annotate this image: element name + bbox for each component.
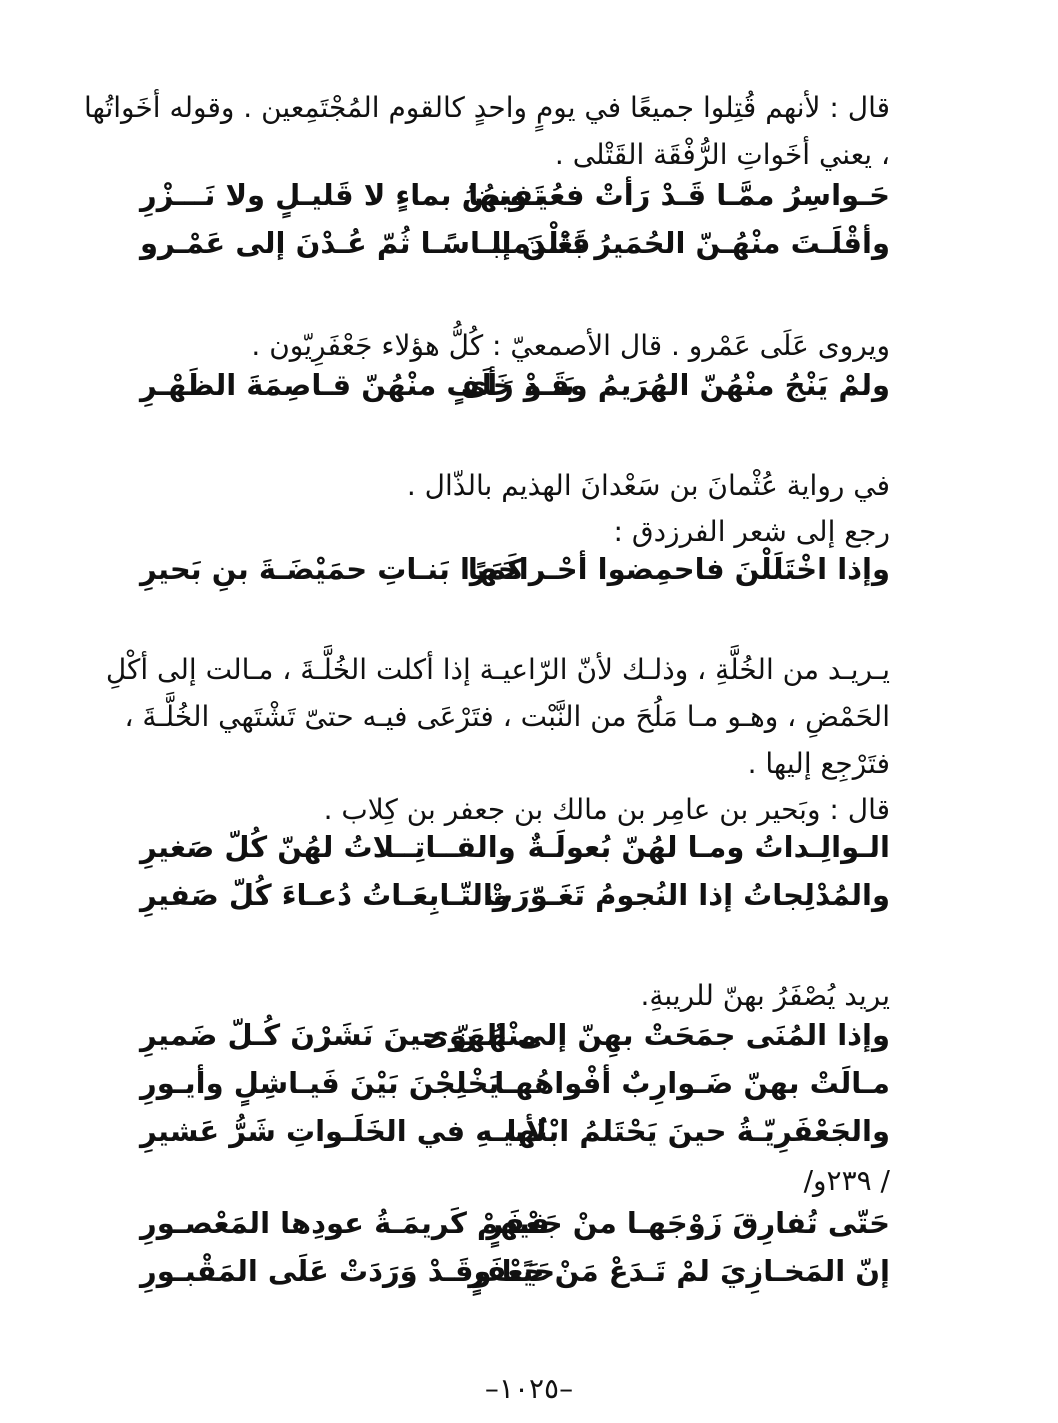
verse-line bbox=[140, 1114, 890, 1162]
prose-paragraph bbox=[145, 786, 890, 833]
manuscript-folio-marker: / ٢٣٩و/ bbox=[803, 1164, 890, 1197]
verse-line bbox=[140, 830, 890, 878]
prose-paragraph bbox=[145, 322, 890, 369]
verse-line bbox=[140, 1066, 890, 1114]
verse-line bbox=[140, 1206, 890, 1254]
verse-second-hemistich: والقــاتِــلاتُ لهُنّ كُلّ صَغيرِ bbox=[140, 830, 516, 864]
verse-line bbox=[140, 368, 890, 416]
verse-second-hemistich: منْهُـنّ حينَ نَشَرْنَ كُـلّ ضَميرِ bbox=[140, 1018, 538, 1052]
prose-paragraph bbox=[145, 462, 890, 509]
verse-second-hemistich: يَخْلِجْنَ بَيْنَ فَيـاشِلٍ وأيـورِ bbox=[140, 1066, 500, 1100]
verse-second-hemistich: فيهمْ كَريمَـةُ عودِها المَعْصـورِ bbox=[140, 1206, 550, 1240]
verse-first-hemistich: حَـواسِرُ ممَّـا قَـدْ رَأتْ فعُيـونهُا bbox=[468, 178, 890, 212]
prose-line: ، يعني أخَواتِ الرُّفْقَة القَتْلى . bbox=[554, 138, 890, 171]
verse-second-hemistich: بَنـو خَلَفٍ منْهُنّ قـاصِمَةَ الظَهْـرِ bbox=[140, 368, 575, 402]
verse-first-hemistich: والمُدْلِجاتُ إذا النُجومُ تَغَـوّرَتْ bbox=[483, 878, 890, 912]
verse-line bbox=[140, 1018, 890, 1066]
verse-first-hemistich: ولمْ يَنْجُ منْهُنّ الهُرَيمُ وقَـدْ رَأى bbox=[460, 368, 890, 402]
prose-line: في رواية عُثْمانَ بن سَعْدانَ الهذيم بالذّال . bbox=[406, 469, 890, 502]
verse-line bbox=[140, 552, 890, 600]
prose-line: قال : لأنهم قُتِلوا جميعًا في يومٍ واحدٍ كالقوم المُجْتَمِعين . وقوله أخَواتُها bbox=[84, 91, 890, 124]
verse-first-hemistich: مـالَتْ بهنّ ضَـوارِبٌ أفْواهُهـا bbox=[494, 1066, 890, 1100]
prose-line: يريد يُصْفَرُ بهنّ للريبةِ. bbox=[640, 979, 890, 1012]
prose-paragraph bbox=[105, 646, 890, 787]
prose-line: ويروى عَلَى عَمْرو . قال الأصمعيّ : كُلُّ هؤلاء جَعْفَرِيّون . bbox=[251, 329, 890, 362]
verse-first-hemistich: إنّ المَخـازِيَ لمْ تَـدَعْ مَنْ جَعْفَرٍ bbox=[468, 1254, 890, 1288]
verse-first-hemistich: الـوالِـداتُ ومـا لهُنّ بُعولَـةٌ bbox=[527, 830, 890, 864]
verse-line bbox=[140, 226, 890, 274]
prose-line: رجع إلى شعر الفرزدق : bbox=[613, 515, 890, 548]
verse-second-hemistich: والتّـابِعَـاتُ دُعـاءَ كُلّ صَفيرِ bbox=[140, 878, 511, 912]
verse-first-hemistich: وأقْلَـتَ منْهُـنّ الحُمَيرُ بَعْـدَمـا bbox=[491, 226, 890, 260]
verse-first-hemistich: والجَعْفَرِيّـةُ حينَ يَحْتَلمُ ابْنُها bbox=[506, 1114, 890, 1148]
verse-first-hemistich: حَتّى تُفارِقَ زَوْجَهـا منْ جَعْفَرٍ bbox=[486, 1206, 890, 1240]
verse-second-hemistich: تَفيضُ بماءٍ لا قَليـلٍ ولا نَـــزْرِ bbox=[140, 178, 545, 212]
prose-line: قال : وبَحير بن عامِر بن مالك بن جعفر بن كِلاب . bbox=[323, 793, 890, 826]
prose-line: يـريـد من الخُلَّةِ ، وذلـك لأنّ الرّاعيـة إذا أكلت الخُلَّـةَ ، مـالت إلى أكْلِ bbox=[105, 653, 890, 686]
verse-line bbox=[140, 178, 890, 226]
prose-line: فتَرْجِع إليها . bbox=[747, 747, 890, 780]
prose-line: الحَمْضِ ، وهـو مـا مَلُحَ من النَّبْت ، فتَرْعَى فيـه حتىّ تَشْتَهي الخُلَّـةَ ، bbox=[124, 700, 890, 733]
verse-first-hemistich: وإذا المُنَى جمَحَتْ بهِنّ إلى الهَوَى bbox=[422, 1018, 890, 1052]
verse-first-hemistich: وإذا اخْتَلَلْنَ فاحمِضوا أحْـراحَها bbox=[467, 552, 890, 586]
prose-paragraph bbox=[145, 972, 890, 1019]
prose-paragraph bbox=[84, 84, 890, 178]
verse-second-hemistich: قَتَلْنَ إبـاسًـا ثُمّ عُـدْنَ إلى عَمْـرو bbox=[140, 226, 591, 260]
prose-paragraph bbox=[145, 508, 890, 555]
verse-second-hemistich: كَمَرًا بَنـاتِ حمَيْضَـةَ بنِ بَحيرِ bbox=[140, 552, 525, 586]
verse-second-hemistich: حَيًـا وقَـدْ وَرَدَتْ عَلَى المَقْبـورِ bbox=[140, 1254, 556, 1288]
verse-line bbox=[140, 878, 890, 926]
page-number: –١٠٢٥– bbox=[484, 1372, 574, 1405]
verse-second-hemistich: لأبيـهِ في الخَلَـواتِ شَرُّ عَشيرِ bbox=[140, 1114, 548, 1148]
verse-line bbox=[140, 1254, 890, 1302]
